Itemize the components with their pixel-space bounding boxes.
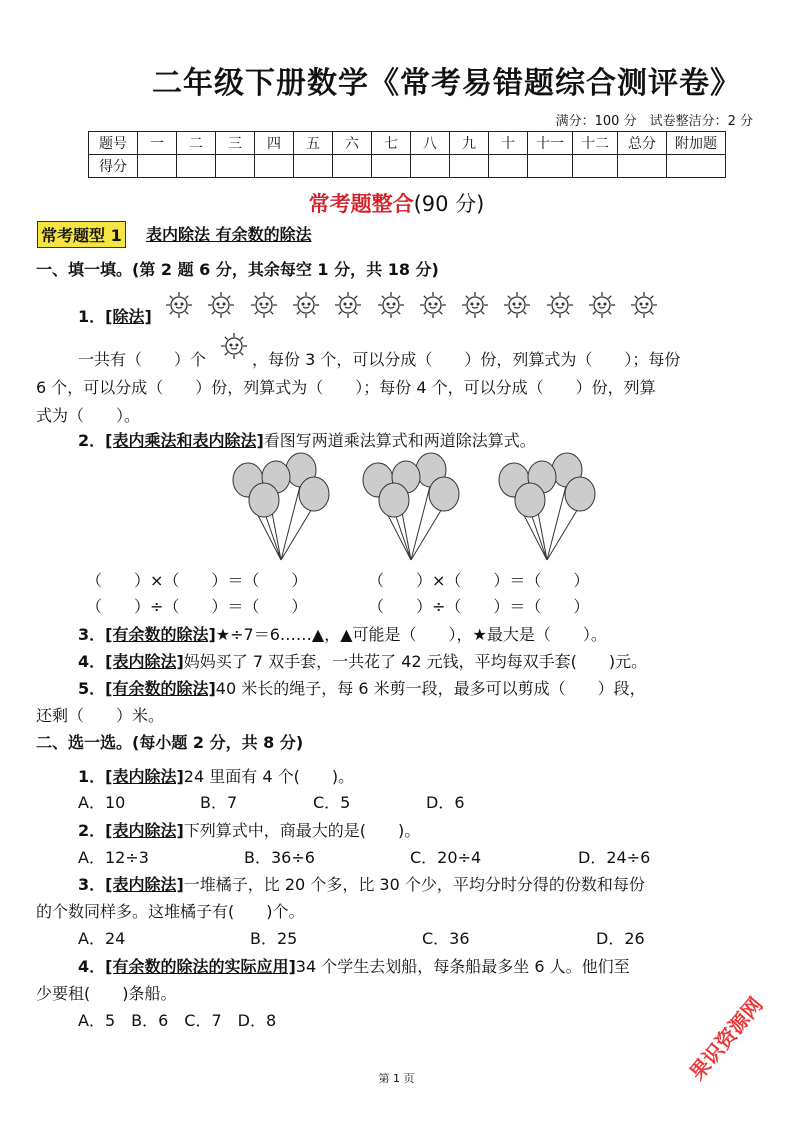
table-cell: 三 [216, 132, 255, 155]
c2-option-c[interactable]: C．20÷4 [410, 848, 482, 867]
page-number: 第 1 页 [378, 1072, 415, 1085]
c3-option-d[interactable]: D．26 [596, 929, 645, 948]
table-cell: 十一 [528, 132, 573, 155]
table-cell: 得分 [89, 155, 138, 178]
sun-icon [219, 331, 249, 361]
sun-icon [545, 290, 575, 320]
c2-option-d[interactable]: D．24÷6 [578, 848, 651, 867]
q1-line1b: ，每份 3 个，可以分成（ ）份，列算式为（ ）；每份 [252, 350, 681, 369]
sun-icon [333, 290, 363, 320]
q2-multiply-left[interactable]: （ ）×（ ）＝（ ） [86, 571, 308, 590]
q1-line3: 式为（ ）。 [36, 406, 141, 425]
question-type-tag: 常考题型 1 [37, 221, 126, 248]
c3-option-b[interactable]: B．25 [250, 929, 298, 948]
q5-line2: 还剩（ ）米。 [36, 706, 165, 725]
q5: 5．[有余数的除法]40 米长的绳子，每 6 米剪一段，最多可以剪成（ ）段， [78, 679, 646, 698]
q2-number: 2． [78, 431, 106, 450]
table-cell: 七 [372, 132, 411, 155]
q2-label [78, 428, 536, 451]
q2-divide-left[interactable]: （ ）÷（ ）＝（ ） [86, 597, 308, 616]
table-cell: 题号 [89, 132, 138, 155]
sun-icon [206, 290, 236, 320]
table-cell: 十二 [573, 132, 618, 155]
sun-icon [249, 290, 279, 320]
q1-line1: 一共有（ ）个 [78, 350, 207, 369]
q1-number: 1． [78, 307, 106, 326]
c1: 1．[表内除法]24 里面有 4 个( )。 [78, 767, 355, 786]
sun-icon [291, 290, 321, 320]
c2-option-a[interactable]: A．12÷3 [78, 848, 149, 867]
q2-divide-right[interactable]: （ ）÷（ ）＝（ ） [368, 597, 590, 616]
balloon-bunch-icon [356, 452, 466, 562]
table-cell: 一 [138, 132, 177, 155]
sun-icon [418, 290, 448, 320]
table-cell: 六 [333, 132, 372, 155]
balloon-bunch-icon [492, 452, 602, 562]
table-cell: 九 [450, 132, 489, 155]
c4-options[interactable]: A．5 B．6 C．7 D．8 [78, 1011, 277, 1030]
sun-icon [460, 290, 490, 320]
table-row [89, 132, 726, 155]
c1-option-c[interactable]: C．5 [313, 793, 351, 812]
c1-option-a[interactable]: A．10 [78, 793, 126, 812]
sun-icon [164, 290, 194, 320]
q1-tag: [除法] [105, 307, 152, 326]
q4: 4．[表内除法]妈妈买了 7 双手套，一共花了 42 元钱，平均每双手套( )元。 [78, 652, 648, 671]
part2-heading: 二、选一选。(每小题 2 分，共 8 分) [36, 733, 304, 752]
score-meta: 满分：100 分 试卷整洁分：2 分 [555, 114, 753, 129]
c3: 3．[表内除法]一堆橘子，比 20 个多，比 30 个少，平均分时分得的份数和每份 [78, 875, 645, 894]
score-table [88, 131, 726, 178]
c2: 2．[表内除法]下列算式中，商最大的是( )。 [78, 821, 421, 840]
table-row [89, 155, 726, 178]
c3-option-a[interactable]: A．24 [78, 929, 126, 948]
section-title-main: 常考题整合 [308, 192, 414, 216]
q2-multiply-right[interactable]: （ ）×（ ）＝（ ） [368, 571, 590, 590]
page-title: 二年级下册数学《常考易错题综合测评卷》 [152, 66, 741, 101]
table-cell: 五 [294, 132, 333, 155]
q1-label [78, 304, 152, 327]
table-cell: 八 [411, 132, 450, 155]
table-cell: 二 [177, 132, 216, 155]
balloon-bunch-icon [226, 452, 336, 562]
table-cell: 十 [489, 132, 528, 155]
sun-icon [629, 290, 659, 320]
q1-line2: 6 个，可以分成（ ）份，列算式为（ ）；每份 4 个，可以分成（ ）份，列算 [36, 378, 656, 397]
q2-text: 看图写两道乘法算式和两道除法算式。 [263, 431, 536, 450]
q2-tag: [表内乘法和表内除法] [105, 431, 264, 450]
table-cell: 总分 [618, 132, 667, 155]
sun-icon [587, 290, 617, 320]
section-title [0, 188, 793, 218]
table-cell: 四 [255, 132, 294, 155]
c2-option-b[interactable]: B．36÷6 [244, 848, 315, 867]
sun-icon [502, 290, 532, 320]
c1-option-b[interactable]: B．7 [200, 793, 238, 812]
question-type-text: 表内除法 有余数的除法 [146, 225, 312, 244]
c1-option-d[interactable]: D．6 [426, 793, 465, 812]
table-cell: 附加题 [667, 132, 726, 155]
c3-line2: 的个数同样多。这堆橘子有( )个。 [36, 902, 305, 921]
q3: 3．[有余数的除法]★÷7＝6……▲，▲可能是（ ），★最大是（ ）。 [78, 625, 607, 644]
c3-option-c[interactable]: C．36 [422, 929, 470, 948]
c4: 4．[有余数的除法的实际应用]34 个学生去划船，每条船最多坐 6 人。他们至 [78, 957, 630, 976]
c4-line2: 少要租( )条船。 [36, 984, 177, 1003]
sun-icon [376, 290, 406, 320]
part1-heading: 一、填一填。(第 2 题 6 分，其余每空 1 分，共 18 分) [36, 260, 439, 279]
watermark-stamp: 果识资源网 [684, 992, 768, 1085]
section-title-points: (90 分) [413, 192, 485, 216]
